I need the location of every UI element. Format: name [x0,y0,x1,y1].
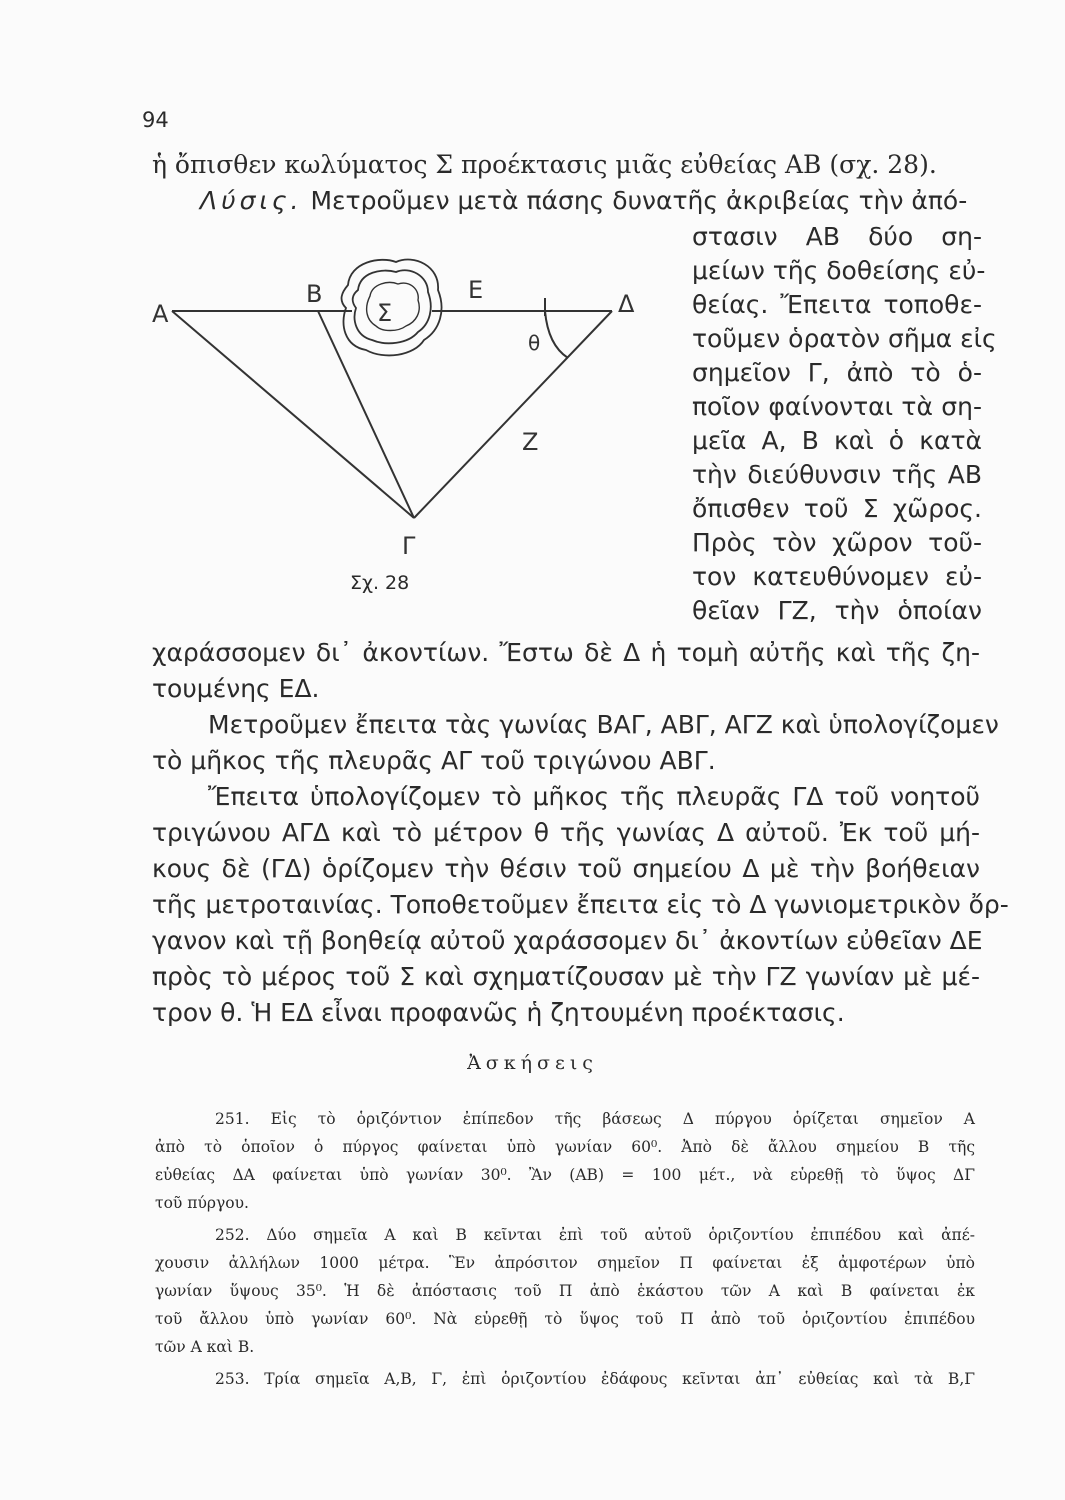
side-line: τοῦμεν ὁρατὸν σῆμα εἰς [692,324,997,353]
body-line: πρὸς τὸ μέρος τοῦ Σ καὶ σχηματίζουσαν μὲ τὴν ΓΖ γωνίαν μὲ μέ- [152,962,980,991]
side-line: θεῖαν ΓΖ, τὴν ὁποίαν [692,596,982,625]
exercise-line: 253. Τρία σημεῖα Α,Β, Γ, ἐπὶ ὁριζοντίου ἐδάφους κεῖνται ἀπ᾿ εὐθείας καὶ τὰ Β,Γ [215,1370,975,1388]
label-b: Β [306,280,323,308]
body-line: γανον καὶ τῇ βοηθείᾳ αὐτοῦ χαράσσομεν δι᾿ ἀκοντίων εὐθεῖαν ΔΕ [152,926,983,955]
exercise-line: 252. Δύο σημεῖα Α καὶ Β κεῖνται ἐπὶ τοῦ αὐτοῦ ὁριζοντίου ἐπιπέδου καὶ ἀπέ- [215,1226,975,1244]
side-line: μείων τῆς δοθείσης εὐ- [692,256,986,285]
page-number: 94 [142,108,169,132]
solution-first-text: Μετροῦμεν μετὰ πάσης δυνατῆς ἀκριβείας τὴν ἀπό- [310,186,968,215]
exercise-line: τοῦ ἄλλου ὑπὸ γωνίαν 60⁰. Νὰ εὑρεθῇ τὸ ὕψος τοῦ Π ἀπὸ τοῦ ὁριζοντίου ἐπιπέδου [155,1310,975,1328]
side-line: ποῖον φαίνονται τὰ ση- [692,392,982,421]
body-line: τὸ μῆκος τῆς πλευρᾶς ΑΓ τοῦ τριγώνου ΑΒΓ. [152,746,716,775]
solution-label: Λύσις. [200,186,303,215]
body-line: κους δὲ (ΓΔ) ὁρίζομεν τὴν θέσιν τοῦ σημείου Δ μὲ τὴν βοήθειαν [152,854,980,883]
exercise-line: τοῦ πύργου. [155,1194,249,1212]
label-z: Ζ [522,428,539,456]
exercise-line: ἀπὸ τὸ ὁποῖον ὁ πύργος φαίνεται ὑπὸ γωνίαν 60⁰. Ἀπὸ δὲ ἄλλου σημείου Β τῆς [155,1138,975,1156]
body-line: τουμένης ΕΔ. [152,674,320,703]
side-line: στασιν ΑΒ δύο ση- [692,222,982,251]
intro-lead: ἡ ὄπισθεν κωλύματος Σ προέκτασις μιᾶς εὐθείας ΑΒ [152,150,822,179]
side-line: ὄπισθεν τοῦ Σ χῶρος. [692,494,982,523]
body-line: τρον θ. Ἡ ΕΔ εἶναι προφανῶς ἡ ζητουμένη προέκτασις. [152,998,845,1027]
exercise-line: χουσιν ἀλλήλων 1000 μέτρα. Ἓν ἀπρόσιτον σημεῖον Π φαίνεται ἐξ ἀμφοτέρων ὑπὸ [155,1254,975,1272]
body-line: Μετροῦμεν ἔπειτα τὰς γωνίας ΒΑΓ, ΑΒΓ, ΑΓΖ καὶ ὑπολογίζομεν [208,710,999,739]
line-gd [414,311,612,518]
exercise-line: 251. Εἰς τὸ ὁριζόντιον ἐπίπεδον τῆς βάσεως Δ πύργου ὁρίζεται σημεῖον Α [215,1110,975,1128]
body-line: τριγώνου ΑΓΔ καὶ τὸ μέτρον θ τῆς γωνίας Δ αὐτοῦ. Ἐκ τοῦ μή- [152,818,980,847]
body-line: τῆς μετροταινίας. Τοποθετοῦμεν ἔπειτα εἰς τὸ Δ γωνιομετρικὸν ὄρ- [152,890,1009,919]
exercises-heading: Ἀσκήσεις [467,1052,598,1074]
label-g: Γ [402,532,416,560]
label-sigma: Σ [377,299,393,327]
exercise-line: εὐθείας ΔΑ φαίνεται ὑπὸ γωνίαν 30⁰. Ἂν (ΑΒ) = 100 μέτ., νὰ εὑρεθῇ τὸ ὕψος ΔΓ [155,1166,975,1184]
figure-caption: Σχ. 28 [350,572,410,594]
figure-reference: (σχ. 28). [829,150,937,179]
body-line: χαράσσομεν δι᾿ ἀκοντίων. Ἔστω δὲ Δ ἡ τομὴ αὐτῆς καὶ τῆς ζη- [152,638,980,667]
exercise-line: γωνίαν ὕψους 35⁰. Ἡ δὲ ἀπόστασις τοῦ Π ἀπὸ ἑκάστου τῶν Α καὶ Β φαίνεται ἐκ [155,1282,975,1300]
body-line: Ἔπειτα ὑπολογίζομεν τὸ μῆκος τῆς πλευρᾶς ΓΔ τοῦ νοητοῦ [208,782,980,811]
label-theta: θ [528,331,541,355]
label-e: Ε [468,276,484,304]
exercise-line: τῶν Α καὶ Β. [155,1338,255,1356]
side-line: τὴν διεύθυνσιν τῆς ΑΒ [692,460,982,489]
side-line: μεῖα Α, Β καὶ ὁ κατὰ [692,426,982,455]
label-a: Α [152,300,169,328]
theta-arc [545,311,568,358]
side-line: θείας. Ἔπειτα τοποθε- [692,290,982,319]
side-line: Πρὸς τὸν χῶρον τοῦ- [692,528,982,557]
label-d: Δ [618,290,635,318]
side-line: τον κατευθύνομεν εὐ- [692,562,982,591]
side-line: σημεῖον Γ, ἀπὸ τὸ ὁ- [692,358,982,387]
